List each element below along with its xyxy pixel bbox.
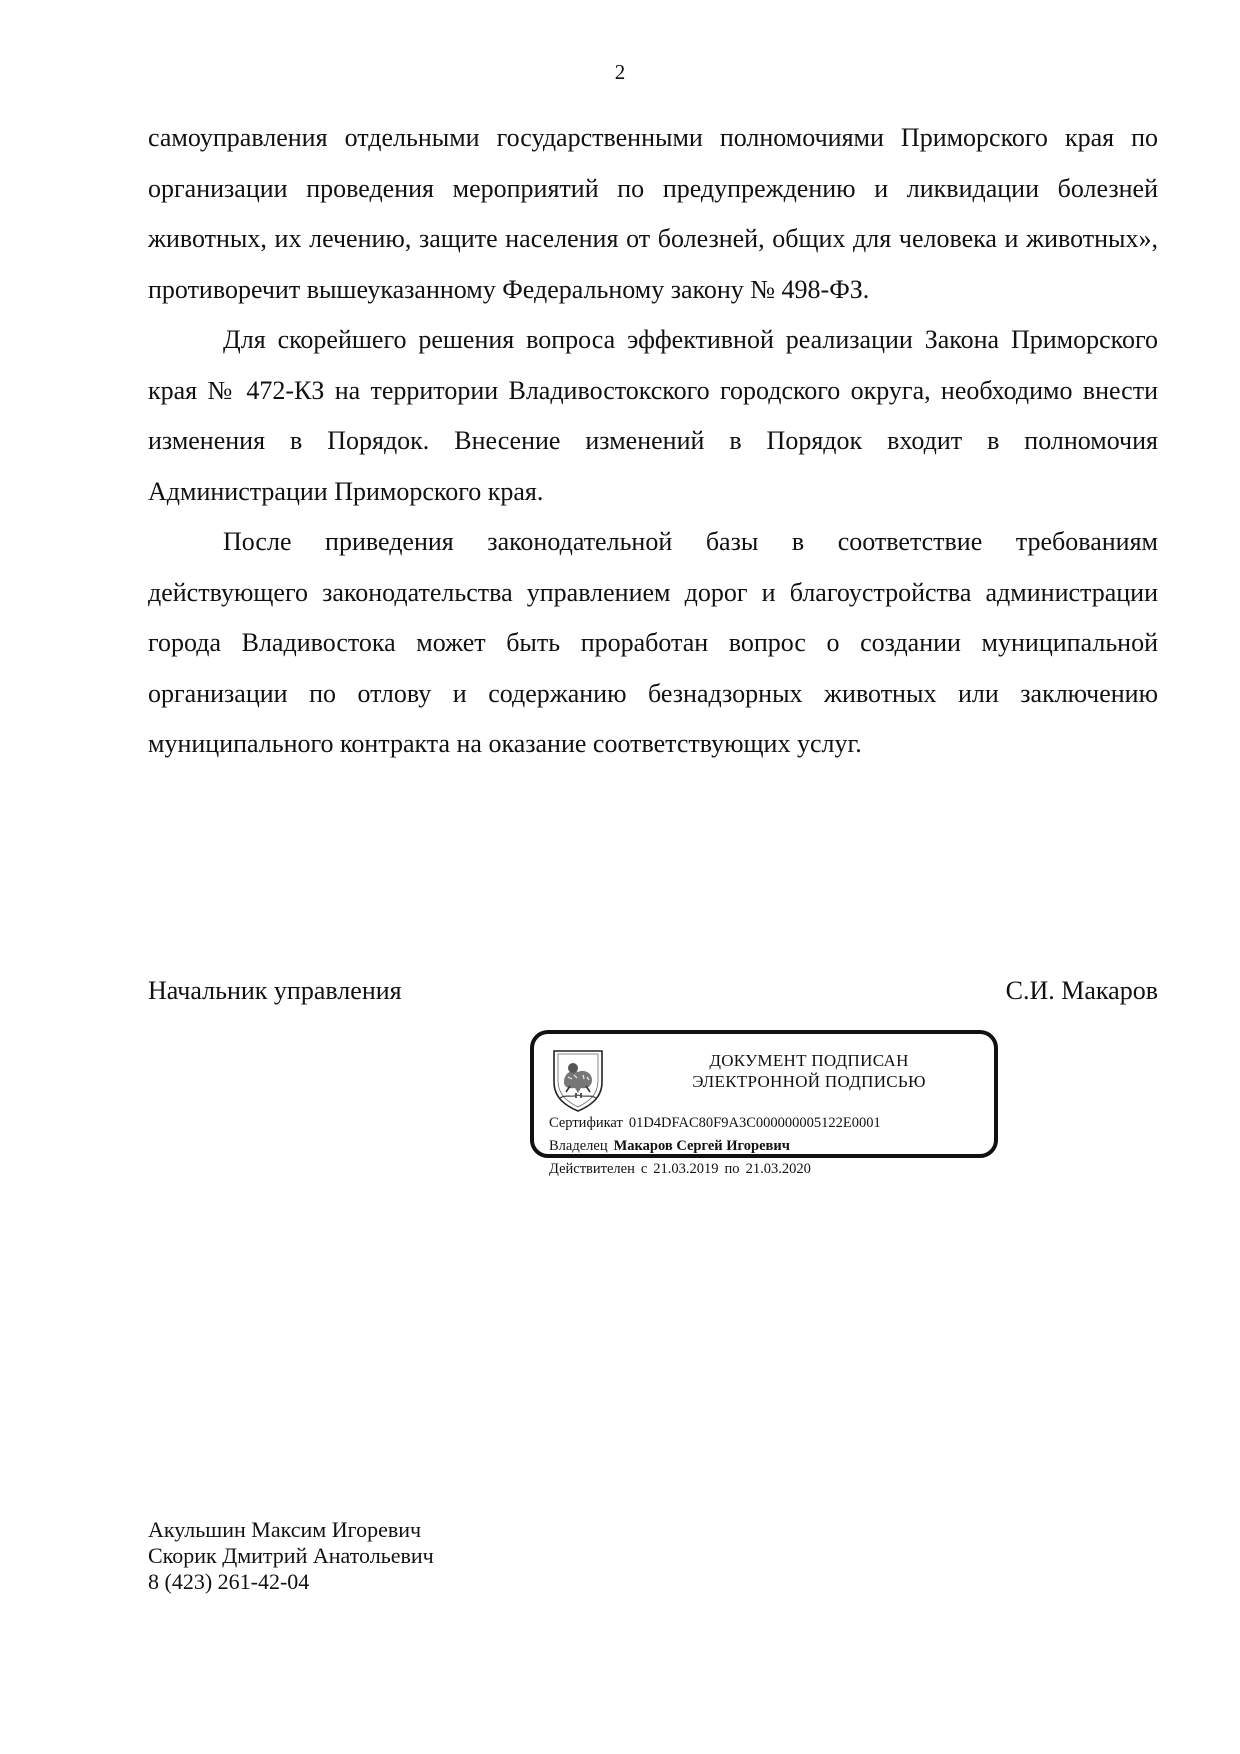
owner-value: Макаров Сергей Игоревич [613,1138,790,1154]
valid-to-date: 21.03.2020 [745,1161,811,1177]
electronic-signature-stamp [530,1030,998,1177]
owner-line [549,1135,881,1158]
certificate-label: Сертификат [549,1115,623,1131]
signatory-position: Начальник управления [148,976,402,1005]
owner-label: Владелец [549,1138,608,1154]
executor-contacts [148,1517,434,1595]
contact-person: Акульшин Максим Игоревич [148,1517,422,1542]
valid-from-label: с [640,1161,648,1177]
paragraph-continued: самоуправления отдельными государственными полномочиями Приморского края по организации проведения мероприятий по предупреждению и ликвидации болезней животных, их лечению, защите населения от болезней, общих для человека и животных», противоречит вышеуказанному Федеральному закону № 498-ФЗ. [148,123,1158,304]
page-number: 2 [614,60,626,84]
contact-person: Скорик Дмитрий Анатольевич [148,1543,434,1568]
validity-label: Действителен [549,1161,635,1177]
paragraph: Для скорейшего решения вопроса эффективной реализации Закона Приморского края № 472-КЗ на территории Владивостокского городского округа, необходимо внести изменения в Порядок. Внесение изменений в Порядок входит в полномочия Администрации Приморского края. [148,325,1158,506]
validity-line [549,1158,881,1181]
coat-of-arms-tiger-icon [550,1048,606,1114]
letter-body [148,113,1158,770]
signatory-name: С.И. Макаров [1005,976,1158,1005]
certificate-line [549,1112,881,1135]
valid-to-label: по [724,1161,740,1177]
stamp-title [634,1050,984,1092]
paragraph: После приведения законодательной базы в соответствие требованиям действующего законодательства управлением дорог и благоустройства администрации города Владивостока может быть проработан вопрос о создании муниципальной организации по отлову и содержанию безнадзорных животных или заключению муниципального контракта на оказание соответствующих услуг. [148,527,1158,758]
signature-block [148,966,1158,1016]
valid-from-date: 21.03.2019 [653,1161,719,1177]
stamp-details [549,1112,881,1181]
certificate-value: 01D4DFAC80F9A3C000000005122E0001 [628,1115,881,1131]
contact-phone: 8 (423) 261-42-04 [148,1569,310,1594]
stamp-title-line: ЭЛЕКТРОННОЙ ПОДПИСЬЮ [692,1072,926,1091]
stamp-title-line: ДОКУМЕНТ ПОДПИСАН [709,1051,909,1070]
